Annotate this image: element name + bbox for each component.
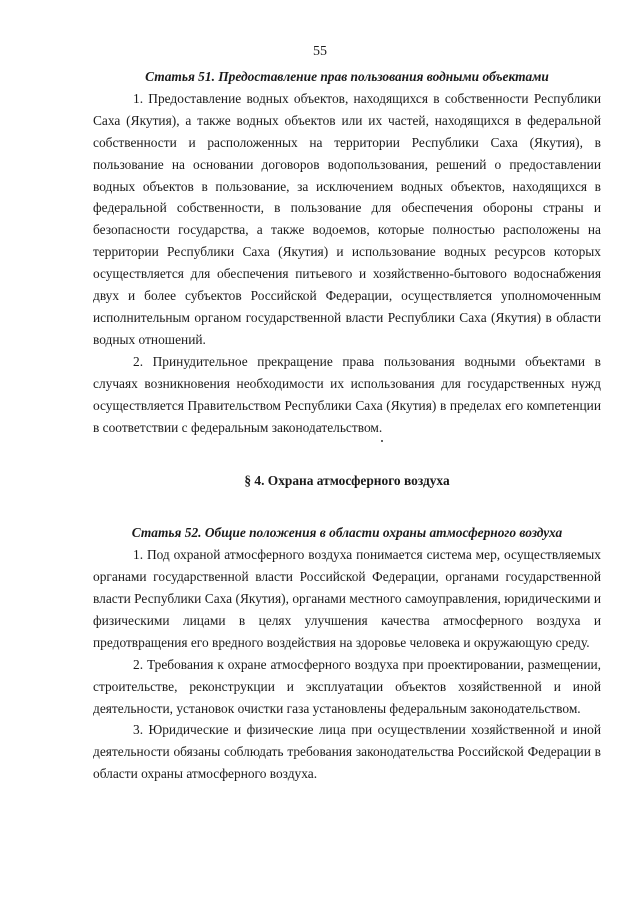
page-number: 55 bbox=[313, 44, 327, 59]
article-52-paragraph-1: 1. Под охраной атмосферного воздуха понимается система мер, осуществляемых органами государственной власти Российской Федерации, органами государственной власти Республики Саха (Якутия), органами местного самоуправления, юридическими и физическими лицами в целях улучшения качества атмосферного воздуха и предотвращения его вредного воздействия на здоровье человека и окружающую среду. bbox=[93, 547, 601, 650]
section-4-title: § 4. Охрана атмосферного воздуха bbox=[244, 473, 450, 489]
article-51-paragraph-2: 2. Принудительное прекращение права пользования водными объектами в случаях возникновения необходимости их использования для государственных нужд осуществляется Правительством Республики Саха (Якутия) в пределах его компетенции в соответствии с федеральным законодательством. bbox=[93, 353, 601, 435]
article-52-paragraph-2: 2. Требования к охране атмосферного воздуха при проектировании, размещении, строительстве, реконструкции и эксплуатации объектов хозяйственной и иной деятельности, установок очистки газа установлены федеральным законодательством. bbox=[93, 656, 601, 716]
scan-dot bbox=[381, 440, 383, 442]
article-51-title: Статья 51. Предоставление прав пользования водными объектами bbox=[145, 69, 549, 84]
article-52-paragraph-3: 3. Юридические и физические лица при осуществлении хозяйственной и иной деятельности обязаны соблюдать требования законодательства Российской Федерации в области охраны атмосферного воздуха. bbox=[93, 722, 601, 782]
article-51-paragraph-1: 1. Предоставление водных объектов, находящихся в собственности Республики Саха (Якутия), а также водных объектов или их частей, находящихся в федеральной собственности и расположенных на территории Республики Саха (Якутия), в пользование на основании договоров водопользования, решений о предоставлении водных объектов в пользование, за исключением водных объектов, находящихся в федеральной собственности, в пользование для обеспечения обороны страны и безопасности государства, а также водоемов, которые полностью расположены на территории Республики Саха (Якутия) и использование водных ресурсов которых осуществляется для обеспечения питьевого и хозяйственно-бытового водоснабжения двух и более субъектов Российской Федерации, осуществляется уполномоченным исполнительным органом государственной власти Республики Саха (Якутия) в области водных отношений. bbox=[93, 90, 601, 347]
page-content bbox=[93, 66, 601, 785]
article-52-title: Статья 52. Общие положения в области охраны атмосферного воздуха bbox=[131, 525, 563, 541]
